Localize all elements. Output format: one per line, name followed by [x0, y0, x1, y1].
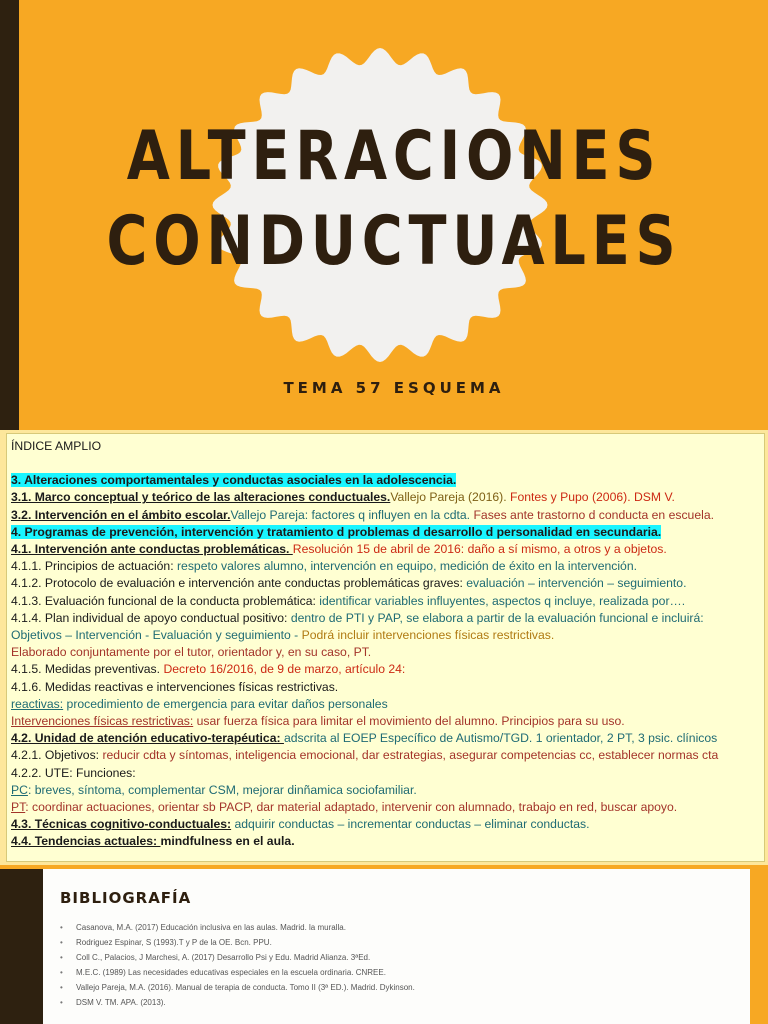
bibliography-item-text: Rodriguez Espinar, S (1993).T y P de la OE. Bcn. PPU. — [76, 938, 272, 947]
index-line-segment: reactivas: — [11, 696, 64, 711]
index-line-segment: 4.1.6. Medidas reactivas e intervenciones físicas restrictivas. — [11, 679, 339, 694]
index-line — [11, 644, 761, 661]
subtitle: TEMA 57 ESQUEMA — [283, 379, 505, 397]
index-line-segment: Fases ante trastorno d conducta en escuela. — [473, 507, 714, 522]
index-line-segment: Decreto 16/2016, de 9 de marzo, artículo 24: — [163, 662, 406, 677]
index-line-segment: adscrita al EOEP Específico de Autismo/TGD. 1 orientador, 2 PT, 3 psic. clínicos — [283, 731, 718, 746]
index-line-segment: dentro de PTI y PAP, se elabora a partir de la evaluación funcional e incluirá: — [290, 610, 704, 625]
bullet-icon: • — [60, 938, 63, 947]
index-line-segment: PC — [11, 782, 28, 797]
index-line-segment: Resolución 15 de abril de 2016: daño a sí mismo, a otros y a objetos. — [292, 542, 667, 557]
bibliography-list — [60, 920, 415, 1010]
index-line — [11, 575, 761, 592]
index-line — [11, 627, 761, 644]
bullet-icon: • — [60, 983, 63, 992]
bibliography-item — [60, 995, 415, 1010]
bibliography-item-text: DSM V. TM. APA. (2013). — [76, 998, 166, 1007]
index-line-segment: adquirir conductas – incrementar conductas – eliminar conductas. — [231, 817, 590, 832]
bibliography-item-text: Vallejo Pareja, M.A. (2016). Manual de terapia de conducta. Tomo II (3ª ED.). Madrid. Dykinson. — [76, 983, 415, 992]
index-panel — [6, 433, 765, 862]
bibliography-item — [60, 980, 415, 995]
bullet-icon: • — [60, 923, 63, 932]
index-line — [11, 696, 761, 713]
index-line — [11, 833, 761, 850]
index-line-segment: Fontes y Pupo (2006). — [510, 490, 634, 505]
index-line-segment: procedimiento de emergencia para evitar daños personales — [63, 696, 388, 711]
index-line-segment: 4.1.3. Evaluación funcional de la conducta problemática: — [11, 593, 320, 608]
index-line-segment: Intervenciones físicas restrictivas: — [11, 714, 194, 729]
index-line-segment: Vallejo Pareja (2016). — [390, 490, 510, 505]
bibliography-slide — [0, 865, 768, 1024]
bibliography-item — [60, 950, 415, 965]
title-slide — [0, 0, 768, 430]
bibliography-item — [60, 935, 415, 950]
index-line-segment: Podrá incluir intervenciones físicas restrictivas. — [301, 628, 555, 643]
index-line-segment: Vallejo Pareja: factores q influyen en la cdta. — [230, 507, 474, 522]
index-line-segment: PT — [11, 800, 26, 815]
index-line-segment: reducir cdta y síntomas, inteligencia emocional, dar estrategias, asegurar competencias cc, establecer normas cta — [102, 748, 719, 763]
index-line — [11, 593, 761, 610]
index-line — [11, 747, 761, 764]
index-line — [11, 524, 761, 541]
index-line-segment: 4.2.2. UTE: Funciones: — [11, 765, 136, 780]
index-line-segment: 4.2.1. Objetivos: — [11, 748, 103, 763]
bullet-icon: • — [60, 953, 63, 962]
index-line — [11, 799, 761, 816]
index-line-segment: 4.1.1. Principios de actuación: — [11, 559, 177, 574]
index-line — [11, 713, 761, 730]
index-line-segment: evaluación – intervención – seguimiento. — [466, 576, 687, 591]
index-line — [11, 610, 761, 627]
bibliography-item — [60, 920, 415, 935]
title-line-1: ALTERACIONES — [126, 117, 662, 196]
index-line — [11, 541, 761, 558]
index-line-segment: 3.2. Intervención en el ámbito escolar. — [11, 507, 231, 522]
index-line — [11, 730, 761, 747]
index-line-segment: 3. Alteraciones comportamentales y conductas asociales en la adolescencia. — [11, 473, 457, 488]
left-accent-bar — [0, 869, 43, 1024]
left-accent-bar — [0, 0, 19, 430]
index-line — [11, 472, 761, 489]
index-line-segment: : coordinar actuaciones, orientar sb PACP, dar material adaptado, intervenir con alumnado, trabajo en red, buscar apoyo. — [25, 800, 678, 815]
title-line-2: CONDUCTUALES — [106, 202, 682, 281]
bibliography-item-text: Coll C., Palacios, J Marchesi, A. (2017) Desarrollo Psi y Edu. Madrid Alianza. 3ªEd. — [76, 953, 371, 962]
bibliography-title: BIBLIOGRAFÍA — [60, 889, 192, 907]
index-line — [11, 558, 761, 575]
bibliography-card — [0, 869, 750, 1024]
index-heading: ÍNDICE AMPLIO — [11, 439, 102, 453]
index-line — [11, 661, 761, 678]
bullet-icon: • — [60, 968, 63, 977]
index-line-segment: DSM V. — [633, 490, 675, 505]
index-line-segment: 4. Programas de prevención, intervención y tratamiento d problemas d desarrollo d personalidad en secundaria. — [11, 524, 662, 539]
index-slide — [0, 430, 768, 865]
index-line-segment: 4.1.4. Plan individual de apoyo conductual positivo: — [11, 610, 291, 625]
index-line — [11, 507, 761, 524]
index-line-segment: Objetivos – Intervención - Evaluación y seguimiento - — [11, 628, 302, 643]
spacer — [11, 455, 761, 472]
index-line-segment: : breves, síntoma, complementar CSM, mejorar dinñamica sociofamiliar. — [27, 782, 417, 797]
bibliography-item-text: M.E.C. (1989) Las necesidades educativas especiales en la escuela ordinaria. CNREE. — [76, 968, 386, 977]
index-line — [11, 816, 761, 833]
index-line — [11, 679, 761, 696]
bibliography-item-text: Casanova, M.A. (2017) Educación inclusiva en las aulas. Madrid. la muralla. — [76, 923, 346, 932]
index-line-segment: 4.3. Técnicas cognitivo-conductuales: — [11, 817, 232, 832]
index-line-segment: 4.1.5. Medidas preventivas. — [11, 662, 164, 677]
index-line-segment: identificar variables influyentes, aspectos q incluye, realizada por…. — [319, 593, 686, 608]
bullet-icon: • — [60, 998, 63, 1007]
index-line-segment: 4.4. Tendencias actuales: — [11, 834, 161, 849]
index-line-segment: 4.1. Intervención ante conductas problemáticas. — [11, 542, 293, 557]
index-line-segment: Elaborado conjuntamente por el tutor, orientador y, en su caso, PT. — [11, 645, 372, 660]
index-lines — [11, 472, 761, 850]
index-line-segment: mindfulness en el aula. — [160, 834, 295, 849]
index-line-segment: 3.1. Marco conceptual y teórico de las alteraciones conductuales. — [11, 490, 391, 505]
index-line-segment: usar fuerza física para limitar el movimiento del alumno. Principios para su uso. — [193, 714, 625, 729]
index-line — [11, 765, 761, 782]
index-line — [11, 489, 761, 506]
index-line — [11, 782, 761, 799]
index-line-segment: 4.2. Unidad de atención educativo-terapéutica: — [11, 731, 284, 746]
index-line-segment: respeto valores alumno, intervención en equipo, medición de éxito en la intervención. — [176, 559, 638, 574]
index-line-segment: 4.1.2. Protocolo de evaluación e intervención ante conductas problemáticas graves: — [11, 576, 467, 591]
bibliography-item — [60, 965, 415, 980]
